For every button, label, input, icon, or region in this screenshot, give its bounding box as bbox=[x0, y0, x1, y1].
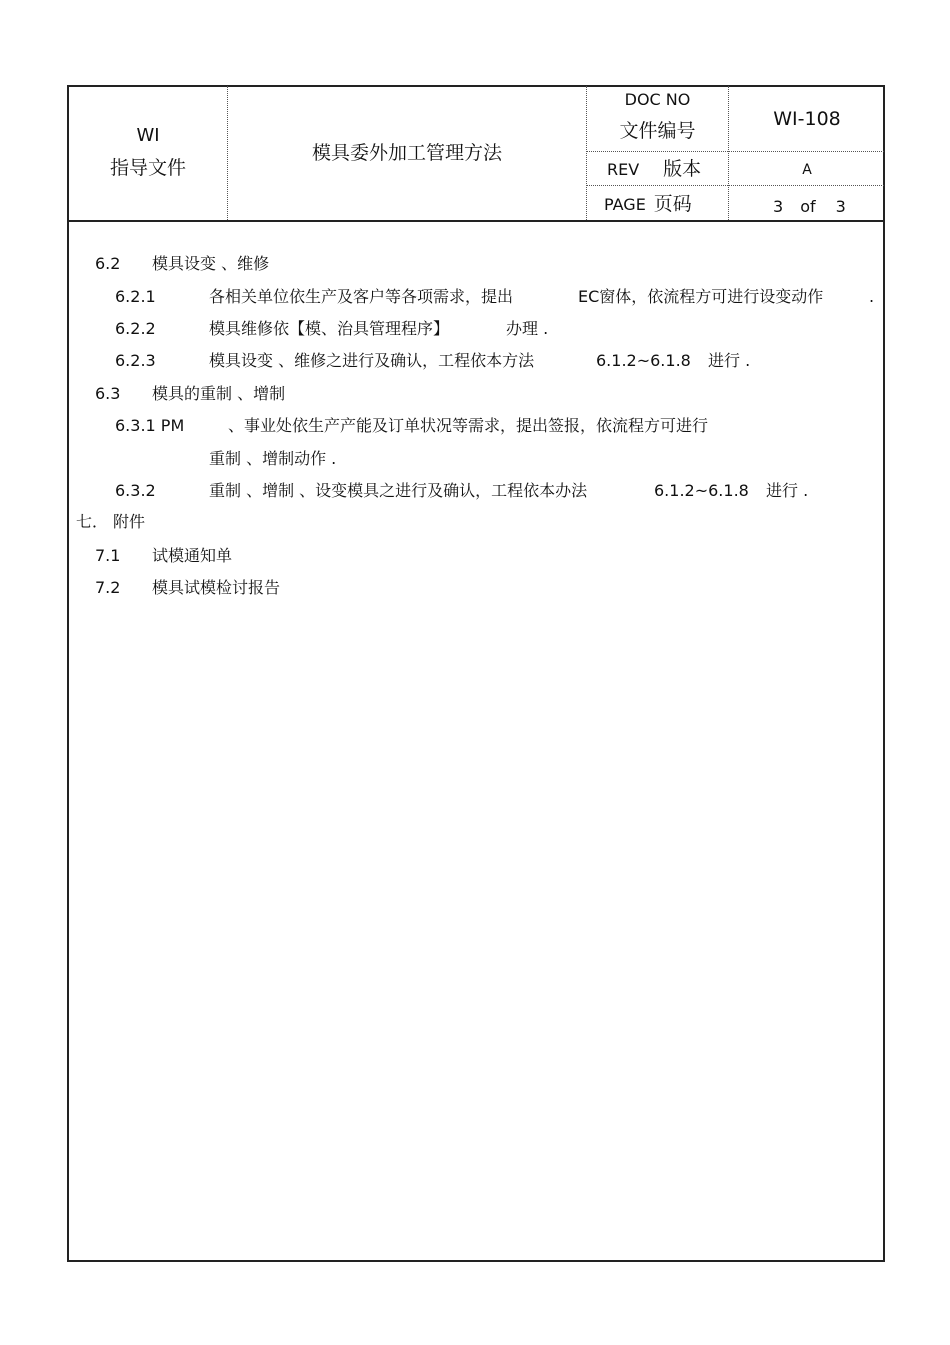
item-6-2-3-text-cont: 进行 . bbox=[708, 351, 751, 370]
section-6-3-number: 6.3 bbox=[95, 384, 121, 403]
header-wi: WI bbox=[136, 125, 160, 146]
section-7-text: 附件 bbox=[113, 512, 146, 531]
header-row-divider-2 bbox=[586, 185, 884, 186]
item-6-3-1-text: 、事业处依生产产能及订单状况等需求，提出签报，依流程方可进行 bbox=[228, 416, 709, 435]
attachment-7-1-text: 试模通知单 bbox=[152, 546, 233, 565]
item-6-3-2-text: 重制 、增制 、设变模具之进行及确认，工程依本办法 bbox=[209, 481, 588, 500]
attachment-7-2-text: 模具试模检讨报告 bbox=[152, 578, 281, 597]
page-current: 3 bbox=[773, 197, 784, 216]
rev-value: A bbox=[802, 162, 812, 178]
item-6-2-1-period: . bbox=[869, 287, 875, 306]
item-6-2-3-text: 模具设变 、维修之进行及确认，工程依本方法 bbox=[209, 351, 535, 370]
section-6-3-text: 模具的重制 、增制 bbox=[152, 384, 286, 403]
doc-no-label-cn: 文件编号 bbox=[619, 120, 696, 142]
section-6-2-text: 模具设变 、维修 bbox=[152, 254, 270, 273]
item-6-3-1-number: 6.3.1 PM bbox=[115, 416, 185, 435]
page-label bbox=[604, 195, 692, 214]
page-total: 3 bbox=[835, 197, 846, 216]
page-label-en: PAGE bbox=[604, 195, 646, 214]
item-6-2-1-text-cont: EC窗体，依流程方可进行设变动作 bbox=[578, 287, 824, 306]
rev-label bbox=[607, 160, 701, 179]
rev-label-en: REV bbox=[607, 160, 640, 179]
item-6-2-2-text-cont: 办理 . bbox=[506, 319, 549, 338]
header-guide: 指导文件 bbox=[109, 157, 186, 179]
doc-no-label-en: DOC NO bbox=[624, 90, 691, 109]
item-6-3-1-text-cont: 重制 、增制动作 . bbox=[209, 449, 337, 468]
page-value bbox=[773, 197, 846, 216]
item-6-2-1-number: 6.2.1 bbox=[115, 287, 156, 306]
document-title: 模具委外加工管理方法 bbox=[311, 142, 502, 164]
item-6-2-3-number: 6.2.3 bbox=[115, 351, 156, 370]
item-6-3-2-reference: 6.1.2~6.1.8 bbox=[654, 481, 749, 500]
page-label-cn: 页码 bbox=[653, 193, 692, 215]
item-6-2-1-text: 各相关单位依生产及客户等各项需求，提出 bbox=[209, 287, 514, 306]
header-row-divider-1 bbox=[586, 151, 884, 152]
item-6-3-2-number: 6.3.2 bbox=[115, 481, 156, 500]
item-6-2-3-reference: 6.1.2~6.1.8 bbox=[596, 351, 691, 370]
item-6-2-2-text: 模具维修依【模、治具管理程序】 bbox=[209, 319, 450, 338]
attachment-7-2-number: 7.2 bbox=[95, 578, 121, 597]
doc-no-value: WI-108 bbox=[773, 108, 841, 130]
rev-label-cn: 版本 bbox=[663, 158, 702, 180]
attachment-7-1-number: 7.1 bbox=[95, 546, 121, 565]
section-6-2-number: 6.2 bbox=[95, 254, 121, 273]
section-7-number: 七． bbox=[76, 512, 109, 531]
item-6-3-2-text-cont: 进行 . bbox=[766, 481, 809, 500]
item-6-2-2-number: 6.2.2 bbox=[115, 319, 156, 338]
header-col-divider-3 bbox=[728, 86, 729, 220]
header-divider bbox=[67, 220, 885, 222]
page-of: of bbox=[800, 197, 816, 216]
